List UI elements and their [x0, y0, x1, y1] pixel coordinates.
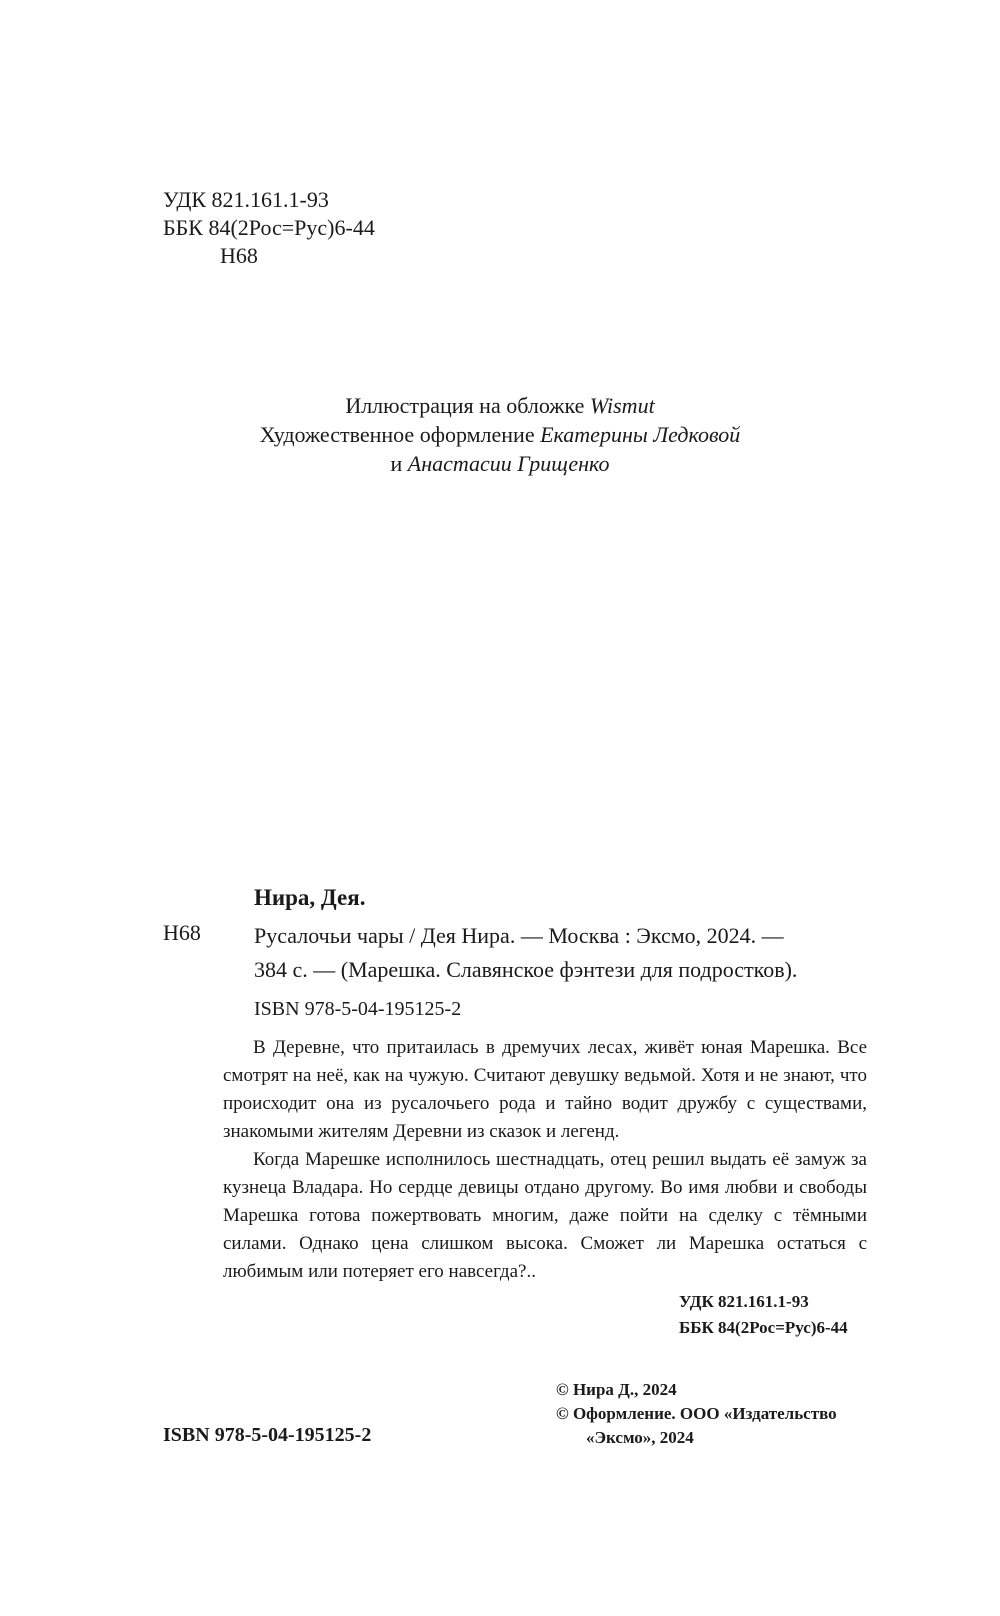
- udk-code: УДК 821.161.1-93: [163, 187, 329, 212]
- bib-line-1: Русалочьи чары / Дея Нира. — Москва : Эксмо, 2024. —: [254, 923, 784, 948]
- isbn-bib: ISBN 978-5-04-195125-2: [254, 998, 462, 1020]
- bibliographic-record: [254, 919, 797, 987]
- bbk-code: ББК 84(2Рос=Рус)6-44: [163, 215, 375, 240]
- cover-illustration-credit: Иллюстрация на обложке Wismut: [345, 393, 655, 418]
- copyright-author: © Нира Д., 2024: [556, 1380, 677, 1399]
- designer-name-2: Анастасии Грищенко: [407, 451, 610, 476]
- isbn-footer: ISBN 978-5-04-195125-2: [163, 1424, 372, 1446]
- illustrator-name: Wismut: [589, 393, 655, 418]
- design-credit: Художественное оформление Екатерины Ледковой: [259, 422, 741, 447]
- copyright-design-cont: «Эксмо», 2024: [586, 1428, 694, 1447]
- copyright-block: [556, 1378, 837, 1450]
- annotation-paragraph-2: Когда Марешке исполнилось шестнадцать, отец решил выдать её замуж за кузнеца Владара. Но сердце девицы отдано другому. Во имя любви и свободы Марешка готова пожертвовать многим, даже пойти на сделку с тёмными силами. Однако цена слишком высока. Сможет ли Марешка остаться с любимым или потеряет его навсегда?..: [223, 1149, 867, 1282]
- classification-block-top: [163, 186, 375, 270]
- design-credit-cont: и Анастасии Грищенко: [390, 451, 610, 476]
- author-heading: Нира, Дея.: [254, 885, 366, 910]
- author-mark-bib: Н68: [163, 920, 201, 945]
- designer-name-1: Екатерины Ледковой: [540, 422, 741, 447]
- annotation: [223, 1034, 867, 1286]
- bbk-code-bottom: ББК 84(2Рос=Рус)6-44: [679, 1318, 848, 1337]
- udk-code-bottom: УДК 821.161.1-93: [679, 1292, 809, 1311]
- author-mark: Н68: [220, 243, 258, 268]
- annotation-paragraph-1: В Деревне, что притаилась в дремучих лесах, живёт юная Марешка. Все смотрят на неё, как на чужую. Считают девушку ведьмой. Хотя и не знают, что происходит она из русалочьего рода и тайно водит дружбу с существами, знакомыми жителям Деревни из сказок и легенд.: [223, 1037, 867, 1142]
- credits-block: [0, 391, 1000, 478]
- bib-line-2: 384 с. — (Марешка. Славянское фэнтези для подростков).: [254, 957, 798, 982]
- classification-block-bottom: [679, 1289, 848, 1341]
- copyright-design: © Оформление. ООО «Издательство: [556, 1404, 837, 1423]
